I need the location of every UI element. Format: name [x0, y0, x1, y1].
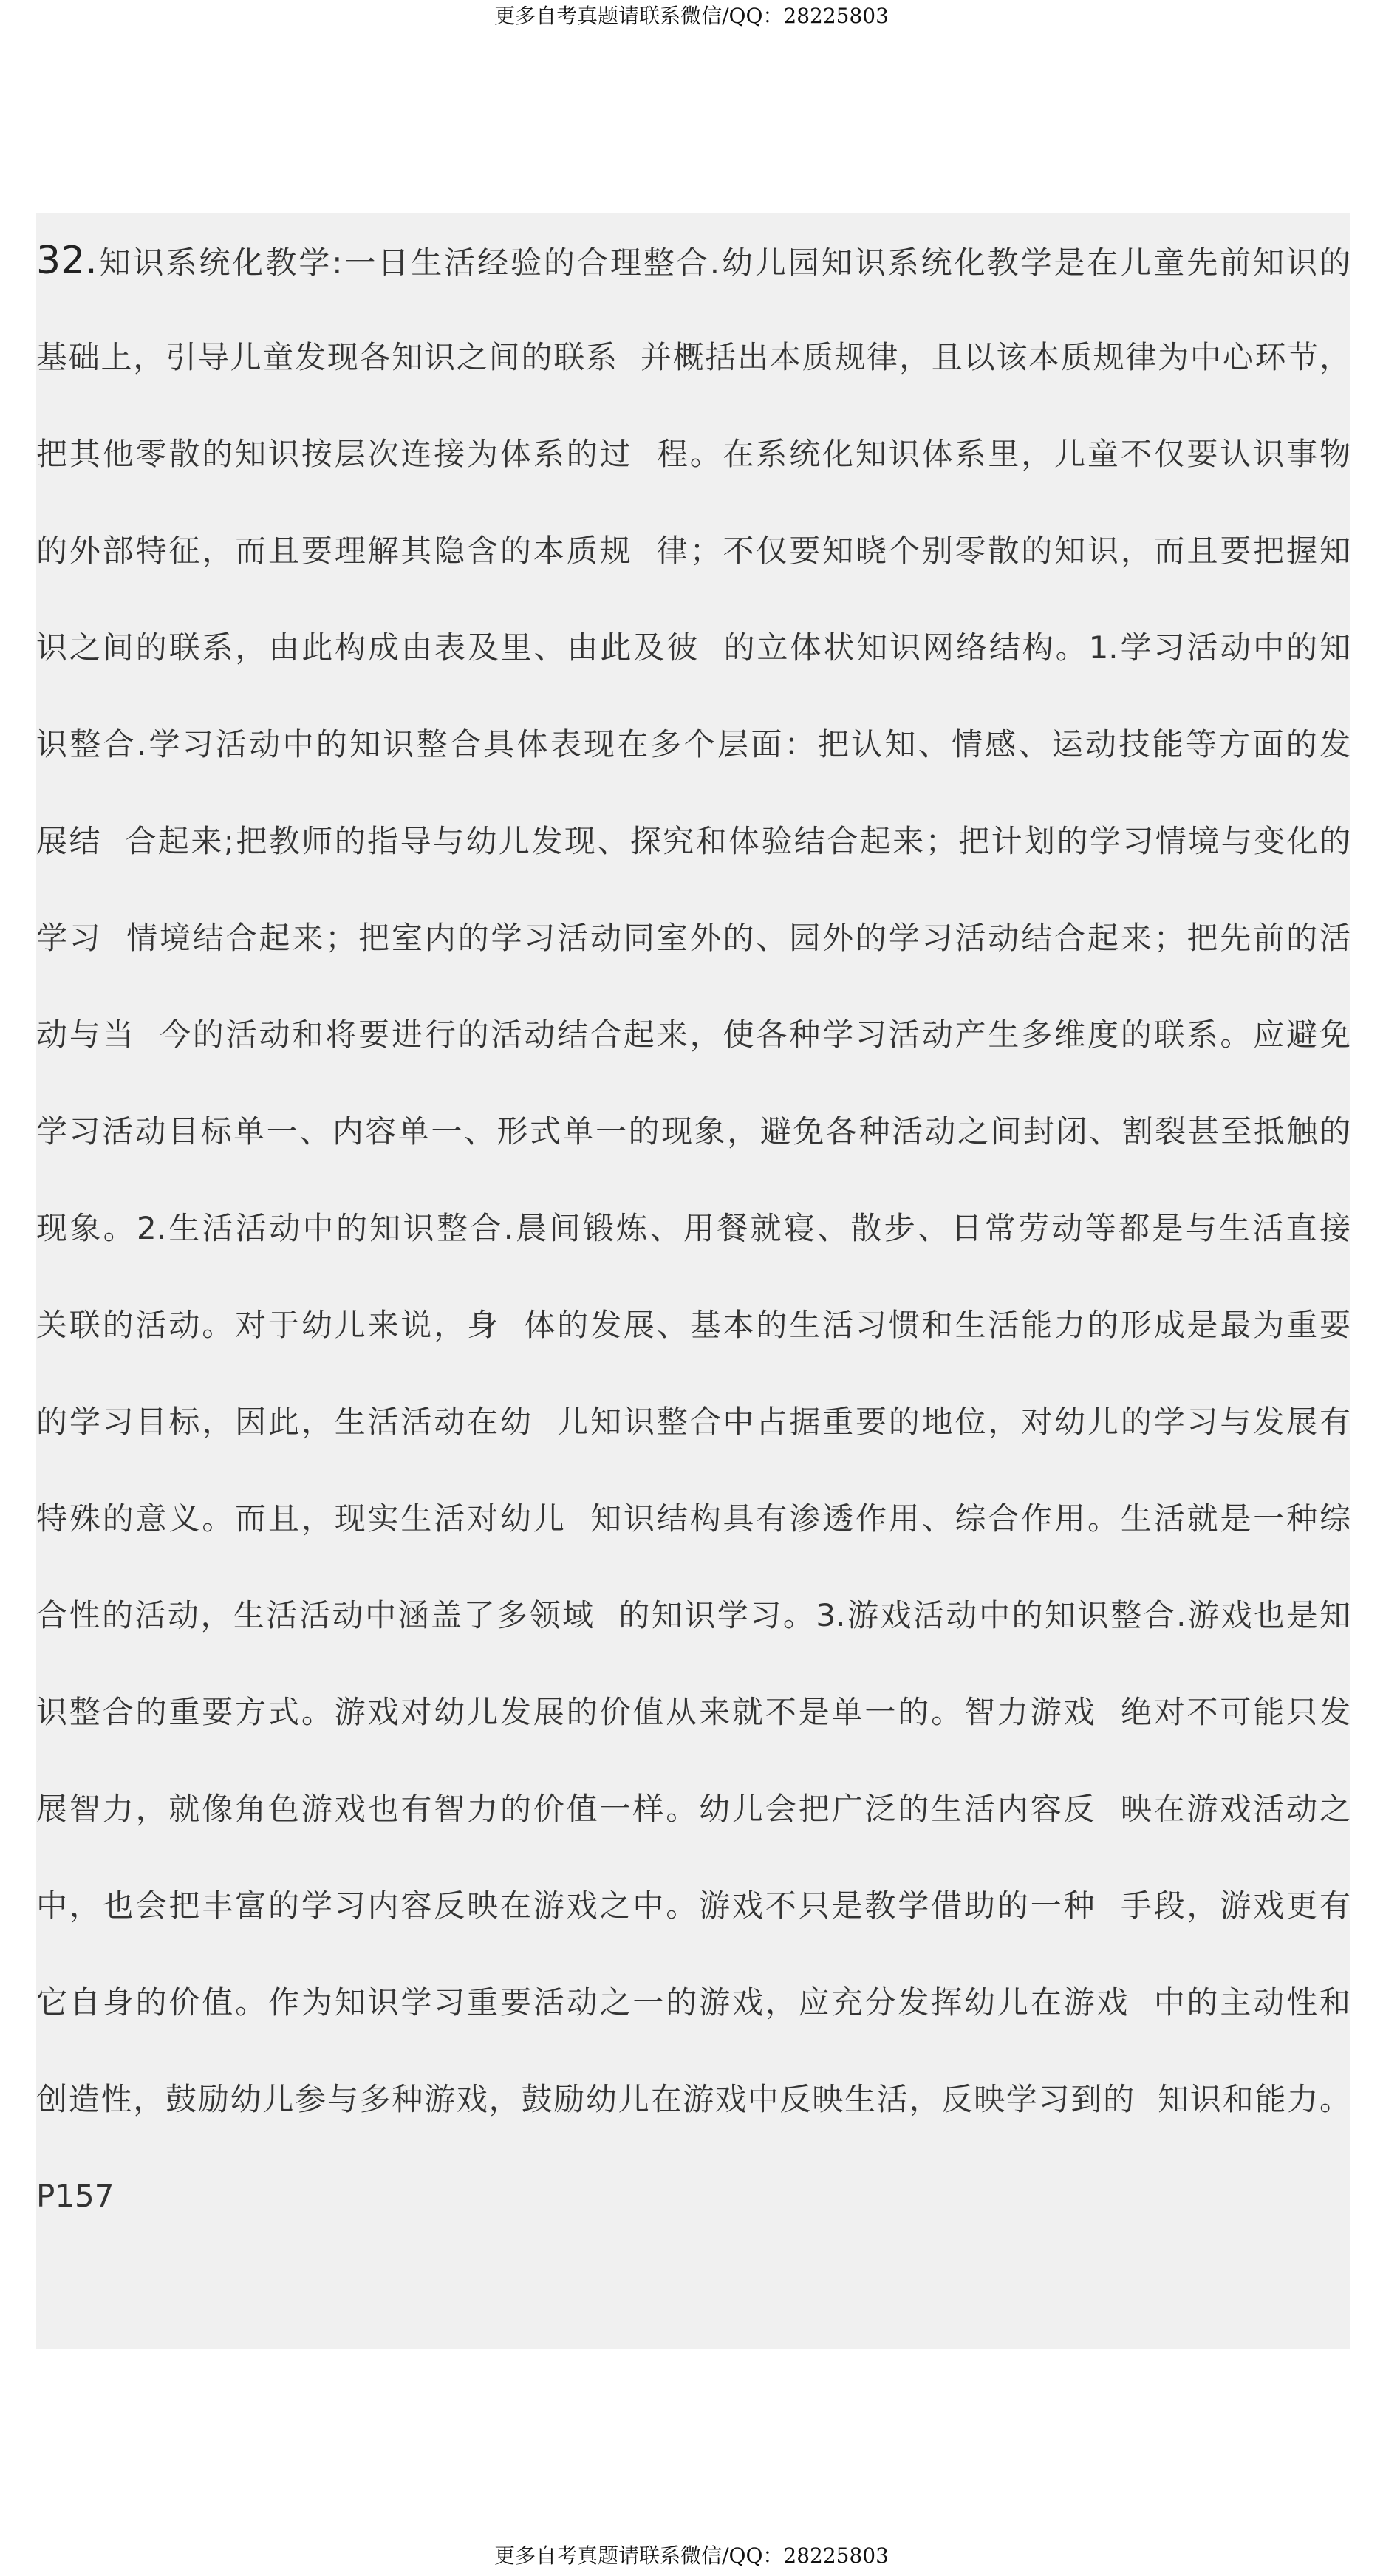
answer-line-11: 现象。2.生活活动中的知识整合.晨间锻炼、用餐就寝、散步、日常劳动等都是与生活直接 [36, 1210, 1350, 1246]
answer-line-10: 学习活动目标单一、内容单一、形式单一的现象，避免各种活动之间封闭、割裂甚至抵触的 [36, 1113, 1350, 1149]
answer-line-13: 的学习目标，因此，生活活动在幼 儿知识整合中占据重要的地位，对幼儿的学习与发展有 [36, 1404, 1350, 1440]
answer-line-19: 它自身的价值。作为知识学习重要活动之一的游戏，应充分发挥幼儿在游戏 中的主动性和 [36, 1984, 1350, 2020]
page-reference: P157 [36, 2178, 115, 2214]
page-header-contact: 更多自考真题请联系微信/QQ：28225803 [494, 4, 889, 28]
answer-line-8: 学习 情境结合起来；把室内的学习活动同室外的、园外的学习活动结合起来；把先前的活 [36, 920, 1350, 956]
answer-line-12: 关联的活动。对于幼儿来说，身 体的发展、基本的生活习惯和生活能力的形成是最为重要 [36, 1307, 1350, 1343]
answer-line-15: 合性的活动，生活活动中涵盖了多领域 的知识学习。3.游戏活动中的知识整合.游戏也是知 [36, 1597, 1350, 1633]
answer-block [36, 213, 1350, 2349]
answer-line-4: 的外部特征，而且要理解其隐含的本质规 律；不仅要知晓个别零散的知识，而且要把握知 [36, 533, 1350, 569]
answer-line-3: 把其他零散的知识按层次连接为体系的过 程。在系统化知识体系里，儿童不仅要认识事物 [36, 436, 1350, 472]
answer-line-14: 特殊的意义。而且，现实生活对幼儿 知识结构具有渗透作用、综合作用。生活就是一种综 [36, 1500, 1350, 1537]
answer-line-20: 创造性，鼓励幼儿参与多种游戏，鼓励幼儿在游戏中反映生活，反映学习到的 知识和能力。 [36, 2081, 1350, 2117]
answer-line-6: 识整合.学习活动中的知识整合具体表现在多个层面：把认知、情感、运动技能等方面的发 [36, 726, 1350, 762]
answer-line-1 [36, 239, 1350, 283]
page-footer-contact: 更多自考真题请联系微信/QQ：28225803 [494, 2543, 889, 2568]
answer-line-16: 识整合的重要方式。游戏对幼儿发展的价值从来就不是单一的。智力游戏 绝对不可能只发 [36, 1694, 1350, 1730]
answer-line-7: 展结 合起来;把教师的指导与幼儿发现、探究和体验结合起来；把计划的学习情境与变化的 [36, 823, 1350, 859]
answer-line-5: 识之间的联系，由此构成由表及里、由此及彼 的立体状知识网络结构。1.学习活动中的知 [36, 629, 1350, 666]
answer-line-9: 动与当 今的活动和将要进行的活动结合起来，使各种学习活动产生多维度的联系。应避免 [36, 1017, 1350, 1053]
answer-line-text: 知识系统化教学:一日生活经验的合理整合.幼儿园知识系统化教学是在儿童先前知识的 [97, 245, 1350, 281]
answer-line-17: 展智力，就像角色游戏也有智力的价值一样。幼儿会把广泛的生活内容反 映在游戏活动之 [36, 1791, 1350, 1827]
answer-line-2: 基础上，引导儿童发现各知识之间的联系 并概括出本质规律，且以该本质规律为中心环节， [36, 339, 1350, 375]
answer-line-18: 中，也会把丰富的学习内容反映在游戏之中。游戏不只是教学借助的一种 手段，游戏更有 [36, 1887, 1350, 1924]
question-number: 32. [36, 239, 98, 283]
